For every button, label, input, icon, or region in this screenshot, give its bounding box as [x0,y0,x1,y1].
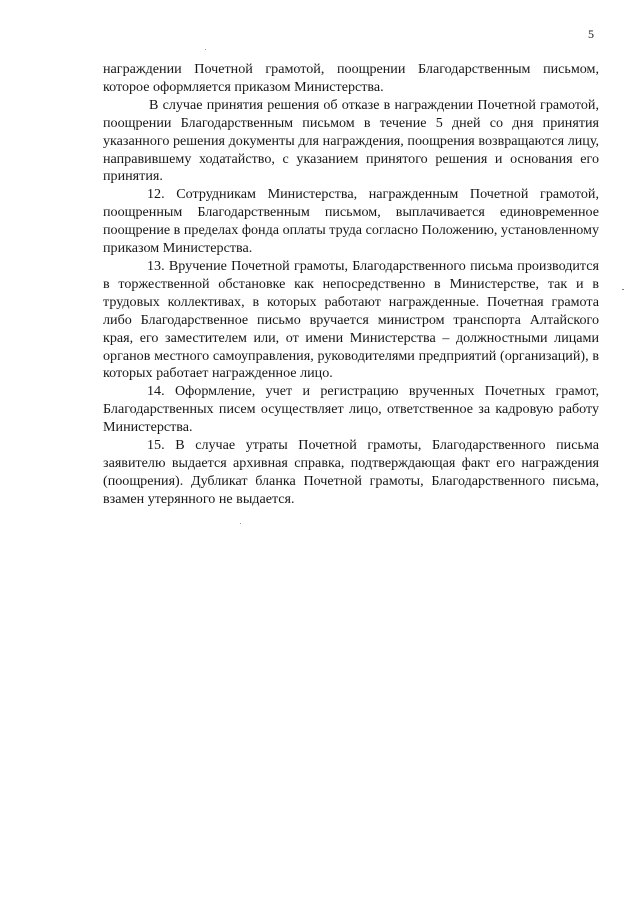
paragraph-refusal: В случае принятия решения об отказе в награждении Почетной грамотой, поощрении Благодарственным письмом в течение 5 дней со дня принятия указанного решения документы для награждения, поощрения возвращаются лицу, направившему ходатайство, с указанием принятого решения и основания его принятия. [103,96,599,185]
page-number: 5 [588,27,594,41]
paragraph-item-12: 12. Сотрудникам Министерства, награжденным Почетной грамотой, поощренным Благодарственным письмом, выплачивается единовременное поощрение в пределах фонда оплаты труда согласно Положению, установленному приказом Министерства. [103,186,599,257]
paragraph-item-14: 14. Оформление, учет и регистрацию врученных Почетных грамот, Благодарственных писем осуществляет лицо, ответственное за кадровую работу Министерства. [103,383,599,436]
paragraph-item-13: 13. Вручение Почетной грамоты, Благодарственного письма производится в торжественной обстановке как непосредственно в Министерстве, так и в трудовых коллективах, в которых работают награжденные. Почетная грамота либо Благодарственное письмо вручается министром транспорта Алтайского края, его заместителем или, от имени Министерства – должностными лицами органов местного самоуправления, руководителями предприятий (организаций), в которых работает награжденное лицо. [103,257,599,382]
scan-speck [205,49,206,50]
paragraph-item-15: 15. В случае утраты Почетной грамоты, Благодарственного письма заявителю выдается архивная справка, подтверждающая факт его награждения (поощрения). Дубликат бланка Почетной грамоты, Благодарственного письма, взамен утерянного не выдается. [103,437,599,507]
scan-speck [622,289,624,290]
paragraph-continuation: награждении Почетной грамотой, поощрении Благодарственным письмом, которое оформляется приказом Министерства. [103,61,599,95]
document-body [103,61,599,509]
scan-speck [240,523,241,524]
